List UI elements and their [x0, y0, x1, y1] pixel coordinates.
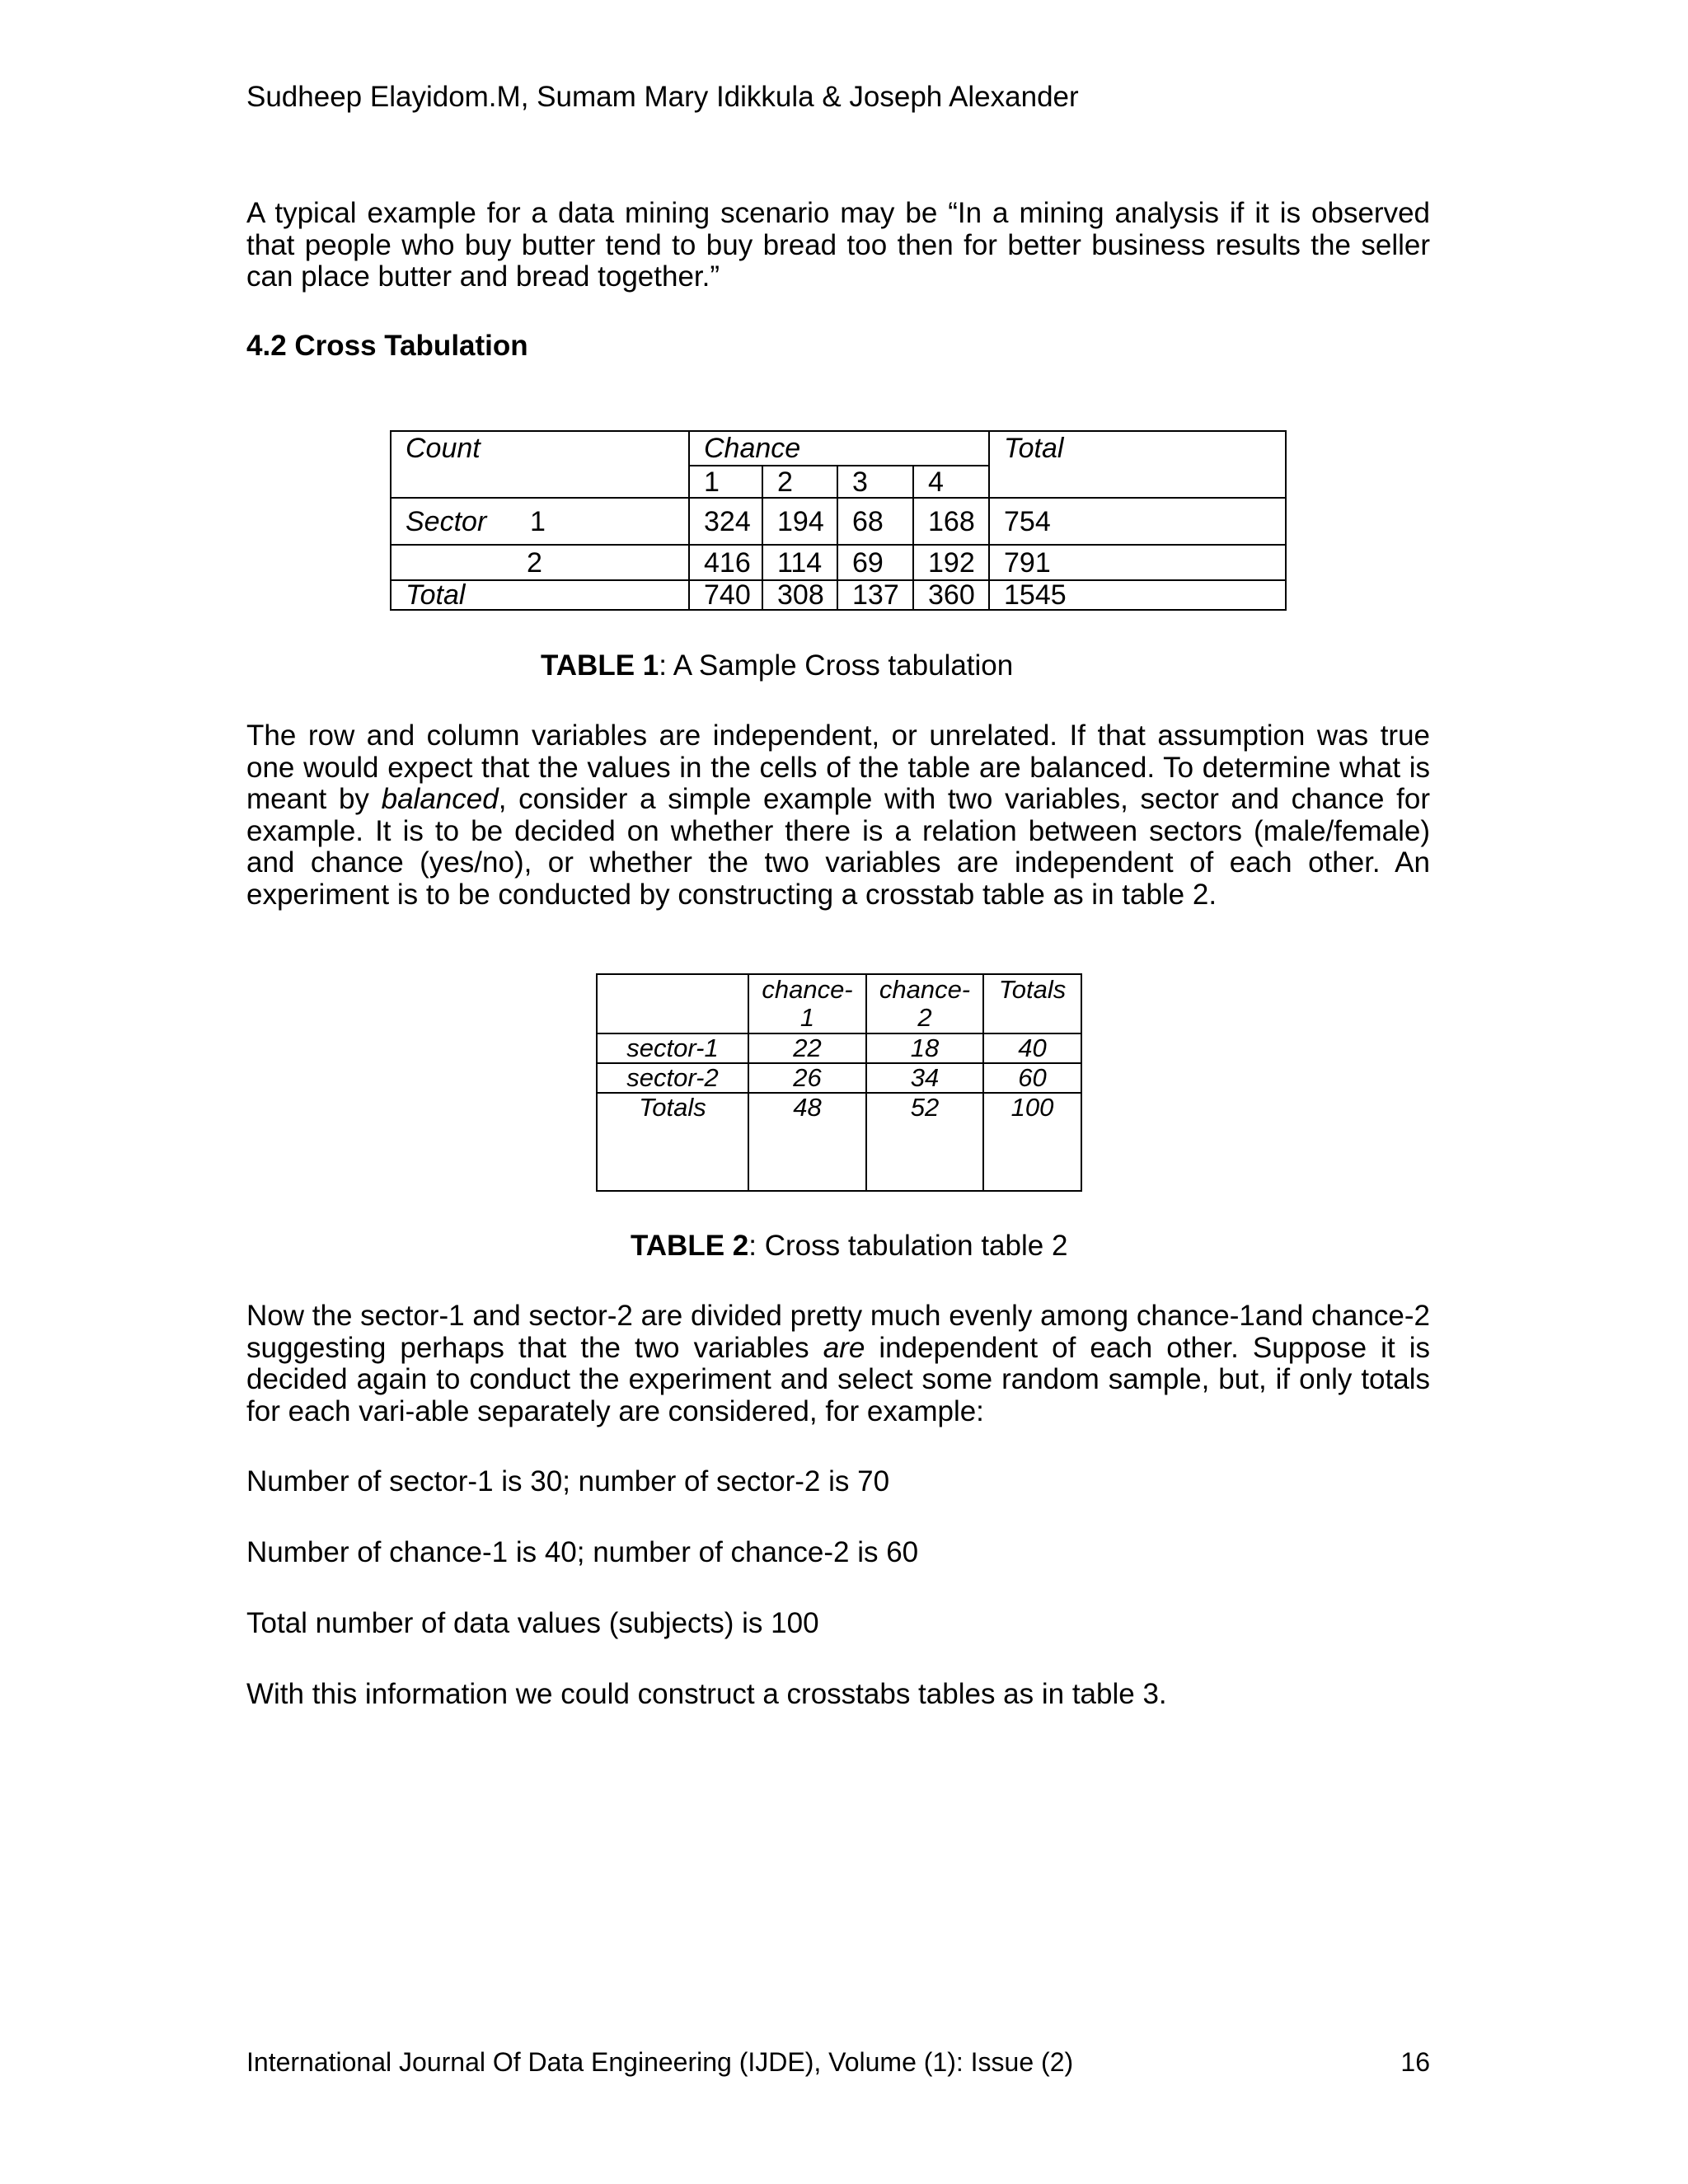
sector-1-label: 1 [530, 506, 546, 537]
table-rule [988, 430, 990, 611]
row-total: 60 [1018, 1063, 1047, 1092]
table-cell: 308 [777, 579, 824, 611]
table-border [596, 1190, 1082, 1192]
table-cell: 740 [704, 579, 751, 611]
table-rule [390, 497, 1287, 499]
header-text: 2 [917, 1003, 932, 1032]
header-text: 1 [799, 1003, 815, 1032]
totals-header: Totals [998, 975, 1067, 1004]
table-cell: 48 [793, 1093, 822, 1122]
chance-1-header [749, 976, 865, 1032]
table-rule [912, 465, 914, 611]
table-cell: 114 [777, 547, 823, 579]
paragraph-2 [246, 720, 1430, 911]
chance-col-3: 3 [852, 466, 868, 498]
total-header: Total [1004, 433, 1064, 464]
chance-col-1: 1 [704, 466, 720, 498]
table-rule [390, 579, 1287, 581]
row-label: sector-2 [626, 1063, 719, 1092]
table-1-caption [541, 648, 1013, 684]
table-cell: 360 [928, 579, 975, 611]
paragraph-text: Now the sector-1 and sector-2 are divided pretty much evenly among chance-1and chance-2 suggesting perhaps that the two variables [246, 1300, 1430, 1364]
table-cell: 416 [704, 547, 751, 579]
running-header: Sudheep Elayidom.M, Sumam Mary Idikkula & Joseph Alexander [246, 81, 1079, 113]
cross-tabulation-table-1 [390, 430, 1287, 611]
row-total: 791 [1004, 547, 1051, 579]
sector-2-label: 2 [527, 547, 542, 579]
chance-header: Chance [704, 433, 801, 464]
paragraph-text: The row and column variables are independent, or unrelated. If that assumption was true one would expect that the values in the cells of the table are balanced. To determine what is meant by [246, 719, 1430, 815]
total-count-line: Total number of data values (subjects) is 100 [246, 1607, 819, 1639]
table-cell: 18 [910, 1033, 940, 1062]
row-total: 754 [1004, 506, 1051, 537]
table-border [1081, 973, 1082, 1192]
footer-journal: International Journal Of Data Engineering (IJDE), Volume (1): Issue (2) [246, 2047, 1074, 2077]
paragraph-3 [246, 1301, 1430, 1427]
chance-col-2: 2 [777, 466, 793, 498]
paragraph-text: independent of each other. Suppose it is decided again to conduct the experiment and select some random sample, but, if only totals for each vari-able separately are considered, for example: [246, 1331, 1431, 1427]
sector-count-line: Number of sector-1 is 30; number of sector-2 is 70 [246, 1465, 890, 1497]
sector-label: Sector [406, 506, 487, 537]
grand-total: 1545 [1004, 579, 1067, 611]
emphasis: balanced [381, 783, 499, 815]
emphasis: are [823, 1331, 865, 1364]
row-label: sector-1 [626, 1033, 719, 1062]
table-cell: 69 [852, 547, 884, 579]
caption-label: TABLE 2 [631, 1230, 749, 1262]
table-2-caption [631, 1228, 1067, 1264]
table-cell: 52 [910, 1093, 940, 1122]
construct-line: With this information we could construct a crosstabs tables as in table 3. [246, 1678, 1167, 1710]
header-text: chance- [879, 975, 971, 1004]
table-border [390, 609, 1287, 611]
cross-tabulation-table-2 [596, 973, 1082, 1192]
count-header: Count [406, 433, 481, 464]
table-cell: 68 [852, 506, 884, 537]
table-cell: 22 [793, 1033, 822, 1062]
section-heading: 4.2 Cross Tabulation [246, 330, 528, 362]
row-total: 40 [1018, 1033, 1047, 1062]
total-row-label: Total [406, 579, 466, 611]
table-rule [762, 465, 763, 611]
table-border [390, 430, 392, 611]
chance-col-4: 4 [928, 466, 944, 498]
intro-paragraph: A typical example for a data mining scenario may be “In a mining analysis if it is observed that people who buy butter tend to buy bread too then for better business results the seller can place butter and bread together.” [246, 197, 1430, 293]
table-cell: 168 [928, 506, 975, 537]
row-label: Totals [639, 1093, 706, 1122]
header-text: chance- [762, 975, 853, 1004]
table-cell: 34 [910, 1063, 940, 1092]
table-border [1285, 430, 1287, 611]
paragraph-text: , consider a simple example with two variables, sector and chance for example. It is to be decided on whether there is a relation between sectors (male/female) and chance (yes/no), or whether the two variables are independent of each other. An experiment is to be conducted by constructing a crosstab table as in table 2. [246, 783, 1430, 911]
table-cell: 26 [793, 1063, 822, 1092]
table-cell: 192 [928, 547, 975, 579]
chance-count-line: Number of chance-1 is 40; number of chance-2 is 60 [246, 1536, 919, 1568]
table-rule [390, 544, 1287, 546]
table-cell: 324 [704, 506, 751, 537]
chance-2-header [867, 976, 982, 1032]
table-rule [688, 430, 690, 611]
caption-label: TABLE 1 [541, 649, 659, 682]
caption-text: : Cross tabulation table 2 [748, 1230, 1068, 1262]
table-cell: 194 [777, 506, 824, 537]
page-number: 16 [1400, 2047, 1430, 2077]
table-cell: 137 [852, 579, 899, 611]
table-border [390, 430, 1287, 432]
table-rule [688, 465, 989, 466]
grand-total: 100 [1010, 1093, 1054, 1122]
caption-text: : A Sample Cross tabulation [659, 649, 1014, 682]
table-rule [837, 465, 838, 611]
